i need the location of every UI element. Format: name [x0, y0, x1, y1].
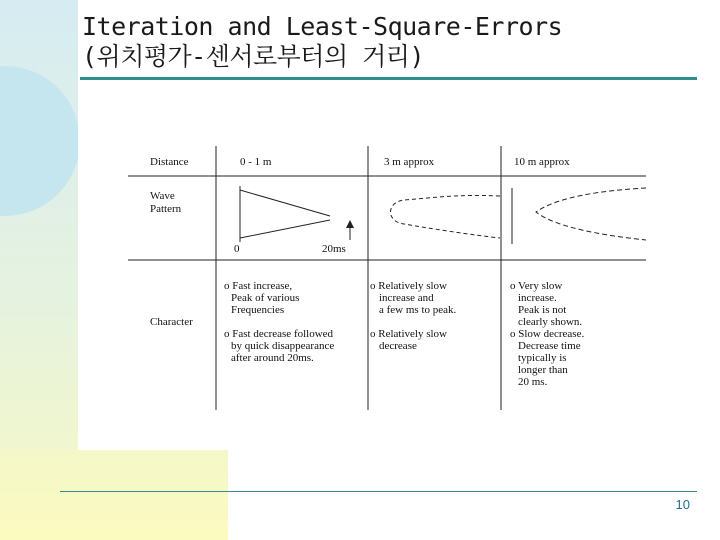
char-col3-line-2: increase. — [518, 292, 557, 304]
char-col1-block1-line-2: Peak of various — [231, 292, 300, 304]
char-col3-line-7: typically is — [518, 352, 567, 364]
slide-title-line-2: (위치평가-센서로부터의 거리) — [82, 42, 425, 71]
char-col1-block2-line-1: o Fast decrease followed — [224, 328, 334, 340]
char-col3-line-3: Peak is not — [518, 304, 567, 316]
char-col3-line-4: clearly shown. — [518, 316, 583, 328]
table-grid-svg — [128, 140, 646, 410]
wave-axis-origin: 0 — [234, 243, 240, 255]
char-col2-block1-line-2: increase and — [379, 292, 434, 304]
wave-label-line-1: Wave — [150, 190, 175, 202]
char-col3-line-8: longer than — [518, 364, 568, 376]
header-col-3m: 3 m approx — [384, 156, 435, 168]
background-gradient-bottom — [0, 450, 228, 540]
distance-table-figure — [128, 140, 646, 410]
char-col1-block2-line-2: by quick disappearance — [231, 340, 335, 352]
char-col1-block1-line-1: o Fast increase, — [224, 280, 293, 292]
char-col3-line-5: o Slow decrease. — [510, 328, 585, 340]
wave1-lower-envelope — [240, 220, 330, 238]
char-col1-block1-line-3: Frequencies — [231, 304, 285, 316]
slide-title-line-1: Iteration and Least-Square-Errors — [82, 12, 563, 41]
title-underline — [80, 77, 697, 80]
char-col2-block2-line-2: decrease — [379, 340, 417, 352]
char-col2-block1-line-1: o Relatively slow — [370, 280, 447, 292]
footer-rule — [60, 491, 697, 492]
header-col-0-1m: 0 - 1 m — [240, 156, 272, 168]
wave1-upper-envelope — [240, 190, 330, 216]
slide-title — [82, 12, 682, 72]
wave3-envelope — [536, 188, 646, 240]
up-arrow-icon — [346, 220, 354, 228]
wave2-envelope — [391, 195, 501, 238]
char-col1-block2-line-3: after around 20ms. — [231, 352, 314, 364]
char-col3-line-6: Decrease time — [518, 340, 581, 352]
char-col3-line-1: o Very slow — [510, 280, 563, 292]
character-label: Character — [150, 316, 193, 328]
page-number: 10 — [675, 497, 690, 512]
char-col3-line-9: 20 ms. — [518, 376, 548, 388]
wave-axis-end: 20ms — [322, 243, 346, 255]
char-col2-block2-line-1: o Relatively slow — [370, 328, 447, 340]
wave-label-line-2: Pattern — [150, 203, 182, 215]
header-distance: Distance — [150, 156, 189, 168]
header-col-10m: 10 m approx — [514, 156, 570, 168]
char-col2-block1-line-3: a few ms to peak. — [379, 304, 457, 316]
